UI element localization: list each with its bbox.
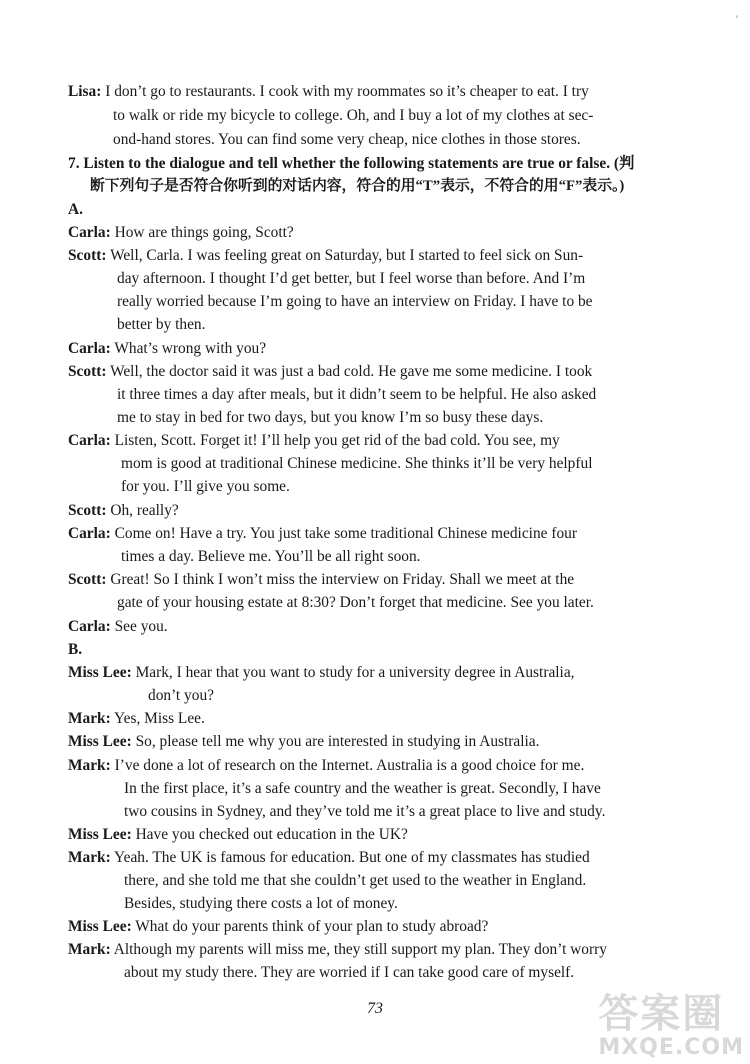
dialogue-text: How are things going, Scott? [114,224,294,241]
speaker-label: Miss Lee [68,918,127,935]
dialogue-text: Come on! Have a try. You just take some traditional Chinese medicine four [114,525,577,542]
speaker-label: Carla [68,224,106,241]
dialogue-line: Miss Lee: Have you checked out education in the UK? [68,826,408,843]
speaker-label: Miss Lee [68,733,127,750]
dialogue-line: Carla: Listen, Scott. Forget it! I’ll help you get rid of the bad cold. You see, my [68,432,560,449]
dialogue-text: Have you checked out education in the UK? [135,826,408,843]
dialogue-text: about my study there. They are worried if I can take good care of myself. [124,964,575,981]
dialogue-text: In the first place, it’s a safe country and the weather is great. Secondly, I have [124,780,601,797]
dialogue-text: Besides, studying there costs a lot of money. [124,895,398,912]
speaker-label: Scott [68,363,102,380]
dialogue-text: day afternoon. I thought I’d get better, but I feel worse than before. And I’m [117,270,586,287]
dialogue-line: Carla: Come on! Have a try. You just take some traditional Chinese medicine four [68,525,577,542]
dialogue-line: Scott: Oh, really? [68,502,179,519]
dialogue-line: Carla: See you. [68,618,168,635]
dialogue-text: Great! So I think I won’t miss the interview on Friday. Shall we meet at the [110,571,575,588]
dialogue-line: Miss Lee: What do your parents think of your plan to study abroad? [68,918,489,935]
dialogue-line: Miss Lee: Mark, I hear that you want to study for a university degree in Australia, [68,664,575,681]
dialogue-line: Mark: I’ve done a lot of research on the Internet. Australia is a good choice for me. [68,757,585,774]
lisa-line-1: Lisa: I don’t go to restaurants. I cook with my roommates so it’s cheaper to eat. I try [68,83,589,100]
dialogue-text: me to stay in bed for two days, but you know I’m so busy these days. [117,409,544,426]
speaker-label: Lisa [68,83,97,100]
dialogue-text: don’t you? [148,687,214,704]
dialogue-text: I’ve done a lot of research on the Internet. Australia is a good choice for me. [114,757,585,774]
dialogue-line: Mark: Although my parents will miss me, they still support my plan. They don’t worry [68,941,607,958]
dialogue-text: there, and she told me that she couldn’t get used to the weather in England. [124,872,587,889]
dialogue-line: Scott: Well, Carla. I was feeling great on Saturday, but I started to feel sick on Sun- [68,247,584,264]
dialogue-text: What do your parents think of your plan to study abroad? [135,918,489,935]
speaker-label: Carla [68,618,106,635]
dialogue-line: Mark: Yeah. The UK is famous for education. But one of my classmates has studied [68,849,590,866]
dialogue-line: Carla: How are things going, Scott? [68,224,294,241]
dialogue-text: times a day. Believe me. You’ll be all right soon. [121,548,421,565]
watermark-url: MXQE.COM [598,1035,744,1060]
dialogue-text: Although my parents will miss me, they still support my plan. They don’t worry [113,941,607,958]
dialogue-line: Mark: Yes, Miss Lee. [68,710,205,727]
dialogue-line: Miss Lee: So, please tell me why you are interested in studying in Australia. [68,733,540,750]
dialogue-line: Scott: Great! So I think I won’t miss the interview on Friday. Shall we meet at the [68,571,575,588]
dialogue-line: Carla: What’s wrong with you? [68,340,267,357]
question-instruction-cn: 断下列句子是否符合你听到的对话内容，符合的用“T”表示，不符合的用“F”表示。) [90,178,625,194]
speaker-label: Mark [68,941,106,958]
dialogue-text: See you. [114,618,168,635]
question-instruction: Listen to the dialogue and tell whether the following statements are true or false. (判 [83,155,635,172]
dialogue-text: Yes, Miss Lee. [114,710,205,727]
dialogue-text: mom is good at traditional Chinese medicine. She thinks it’ll be very helpful [121,455,593,472]
page-number: 73 [367,1000,383,1017]
speaker-label: Miss Lee [68,826,127,843]
speaker-label: Carla [68,432,106,449]
dialogue-text: Listen, Scott. Forget it! I’ll help you get rid of the bad cold. You see, my [114,432,560,449]
dialogue-text: I don’t go to restaurants. I cook with my roommates so it’s cheaper to eat. I try [105,83,589,100]
dialogue-text: for you. I’ll give you some. [121,478,290,495]
watermark-logo [598,992,744,1060]
dialogue-text: Mark, I hear that you want to study for a university degree in Australia, [135,664,575,681]
speaker-label: Carla [68,525,106,542]
question-7-heading [68,152,694,175]
lisa-line-2: to walk or ride my bicycle to college. Oh, and I buy a lot of my clothes at sec- [113,107,594,124]
speaker-label: Mark [68,849,106,866]
speaker-label: Scott [68,571,102,588]
corner-mark: ' [735,12,738,26]
dialogue-text: Well, Carla. I was feeling great on Saturday, but I started to feel sick on Sun- [110,247,584,264]
dialogue-text: What’s wrong with you? [114,340,267,357]
dialogue-text: two cousins in Sydney, and they’ve told me it’s a great place to live and study. [124,803,606,820]
speaker-label: Scott [68,502,102,519]
watermark-text: 答案圈 [598,991,725,1037]
section-a-label: A. [68,201,83,218]
lisa-line-3: ond-hand stores. You can find some very cheap, nice clothes in those stores. [113,131,581,148]
speaker-label: Scott [68,247,102,264]
dialogue-text: Oh, really? [110,502,179,519]
question-number: 7. [68,155,80,172]
speaker-label: Mark [68,710,106,727]
dialogue-text: Well, the doctor said it was just a bad cold. He gave me some medicine. I took [110,363,593,380]
dialogue-text: So, please tell me why you are interested in studying in Australia. [135,733,540,750]
speaker-label: Miss Lee [68,664,127,681]
dialogue-text: better by then. [117,316,206,333]
speaker-label: Mark [68,757,106,774]
speaker-label: Carla [68,340,106,357]
dialogue-text: really worried because I’m going to have an interview on Friday. I have to be [117,293,593,310]
dialogue-line: Scott: Well, the doctor said it was just a bad cold. He gave me some medicine. I took [68,363,593,380]
dialogue-text: gate of your housing estate at 8:30? Don’t forget that medicine. See you later. [117,594,594,611]
section-b-label: B. [68,641,83,658]
dialogue-text: it three times a day after meals, but it didn’t seem to be helpful. He also asked [117,386,597,403]
dialogue-text: Yeah. The UK is famous for education. But one of my classmates has studied [114,849,590,866]
